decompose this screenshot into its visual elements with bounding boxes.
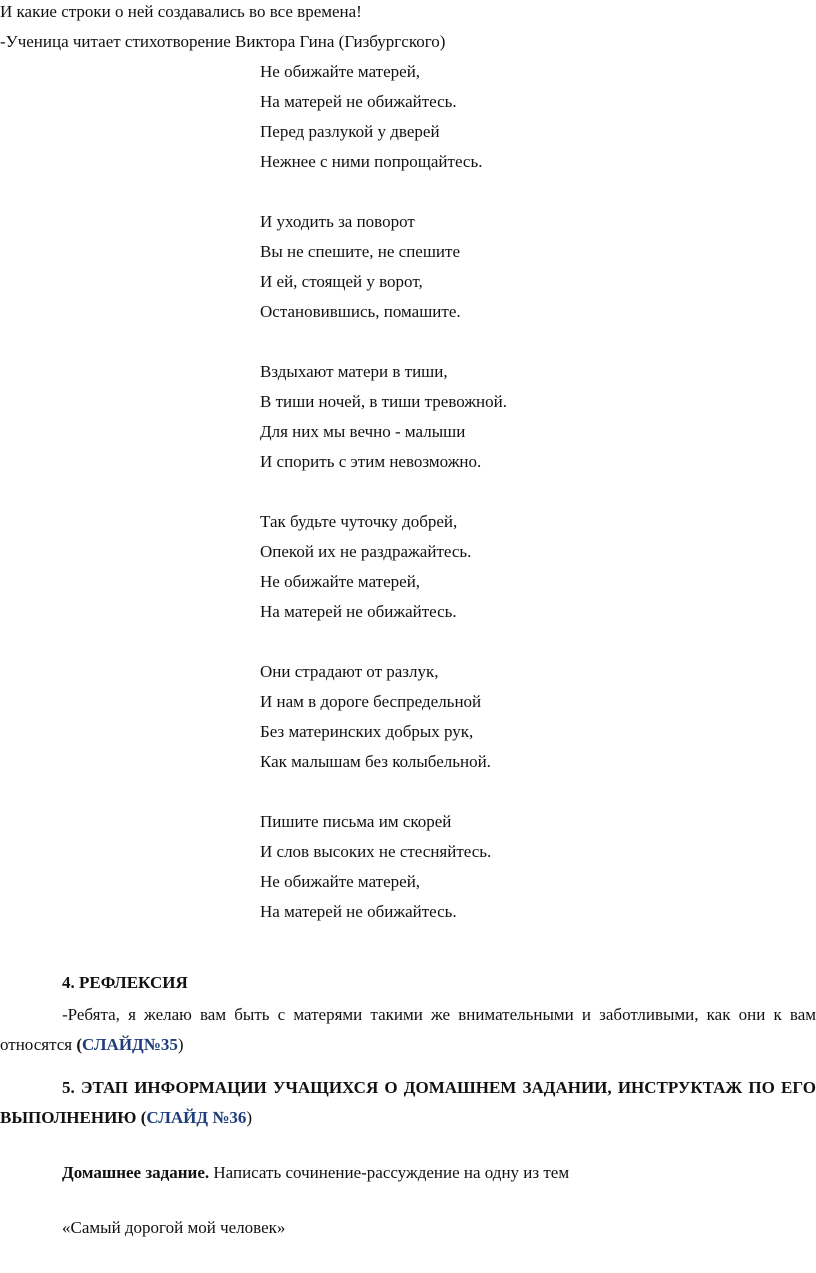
reflection-heading: 4. РЕФЛЕКСИЯ [62,973,188,992]
poem-line: На матерей не обижайтесь. [260,602,457,621]
poem-line: На матерей не обижайтесь. [260,902,457,921]
intro-line-2: -Ученица читает стихотворение Виктора Гина (Гизбургского) [0,32,446,51]
poem-line: И уходить за поворот [260,212,415,231]
poem-line: Пишите письма им скорей [260,812,452,831]
poem-line: И ей, стоящей у ворот, [260,272,423,291]
poem-line: Не обижайте матерей, [260,62,421,81]
homework-label: Домашнее задание. [62,1163,210,1182]
poem-line: Вы не спешите, не спешите [260,242,460,261]
poem-line: И спорить с этим невозможно. [260,452,482,471]
stanza-gap [260,477,507,507]
poem-line: Они страдают от разлук, [260,662,439,681]
poem-line: В тиши ночей, в тиши тревожной. [260,392,508,411]
reflection-paren-close: ) [177,1035,184,1054]
slide-ref-35: СЛАЙД№35 [82,1035,178,1054]
homework-stage-heading-line-1: 5. ЭТАП ИНФОРМАЦИИ УЧАЩИХСЯ О ДОМАШНЕМ ЗАДАНИИ, ИНСТРУКТАЖ ПО ЕГО [62,1078,816,1097]
reflection-paren-open: ( [76,1035,83,1054]
poem-line: Перед разлукой у дверей [260,122,440,141]
stanza-gap [260,777,507,807]
intro-line-1: И какие строки о ней создавались во все времена! [0,2,362,21]
poem-line: И нам в дороге беспредельной [260,692,482,711]
reflection-text-prefix: относятся [0,1035,77,1054]
slide-ref-36: СЛАЙД №36 [146,1108,247,1127]
poem-line: Для них мы вечно - малыши [260,422,466,441]
homework-stage-paren-close: ) [246,1108,253,1127]
poem-line: Опекой их не раздражайтесь. [260,542,472,561]
homework-topic: «Самый дорогой мой человек» [62,1218,286,1237]
stanza-gap [260,627,507,657]
poem-line: Нежнее с ними попрощайтесь. [260,152,483,171]
homework-text: Написать сочинение-рассуждение на одну из тем [209,1163,570,1182]
poem-line: Не обижайте матерей, [260,572,421,591]
stanza-gap [260,327,507,357]
homework-line [62,1163,569,1183]
reflection-text-line-1: -Ребята, я желаю вам быть с матерями такими же внимательными и заботливыми, как они к вам [62,1005,816,1024]
poem-line: На матерей не обижайтесь. [260,92,457,111]
stanza-gap [260,177,507,207]
poem-line: Остановившись, помашите. [260,302,461,321]
reflection-text-line-2 [0,1035,184,1055]
poem-line: Без материнских добрых рук, [260,722,474,741]
poem-line: Не обижайте матерей, [260,872,421,891]
poem-line: Вздыхают матери в тиши, [260,362,448,381]
poem [260,57,507,927]
poem-line: Так будьте чуточку добрей, [260,512,458,531]
poem-line: Как малышам без колыбельной. [260,752,491,771]
homework-stage-prefix: ВЫПОЛНЕНИЮ ( [0,1108,147,1127]
poem-line: И слов высоких не стесняйтесь. [260,842,492,861]
homework-stage-heading-line-2 [0,1108,252,1128]
